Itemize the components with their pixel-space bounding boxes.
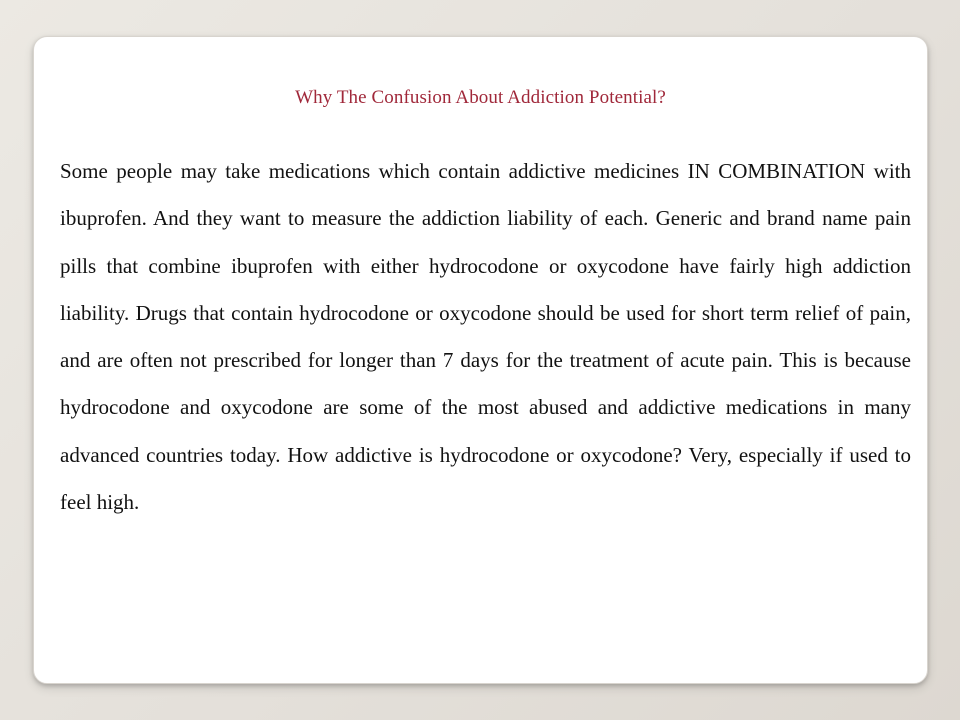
slide-card bbox=[33, 36, 928, 684]
slide-body-text: Some people may take medications which contain addictive medicines IN COMBINATION with ibuprofen. And they want to measure the addiction liability of each. Generic and brand name pain pills that combine ibuprofen with either hydrocodone or oxycodone have fairly high addiction liability. Drugs that contain hydrocodone or oxycodone should be used for short term relief of pain, and are often not prescribed for longer than 7 days for the treatment of acute pain. This is because hydrocodone and oxycodone are some of the most abused and addictive medications in many advanced countries today. How addictive is hydrocodone or oxycodone? Very, especially if used to feel high. bbox=[60, 159, 911, 515]
slide-title: Why The Confusion About Addiction Potential? bbox=[295, 87, 666, 108]
